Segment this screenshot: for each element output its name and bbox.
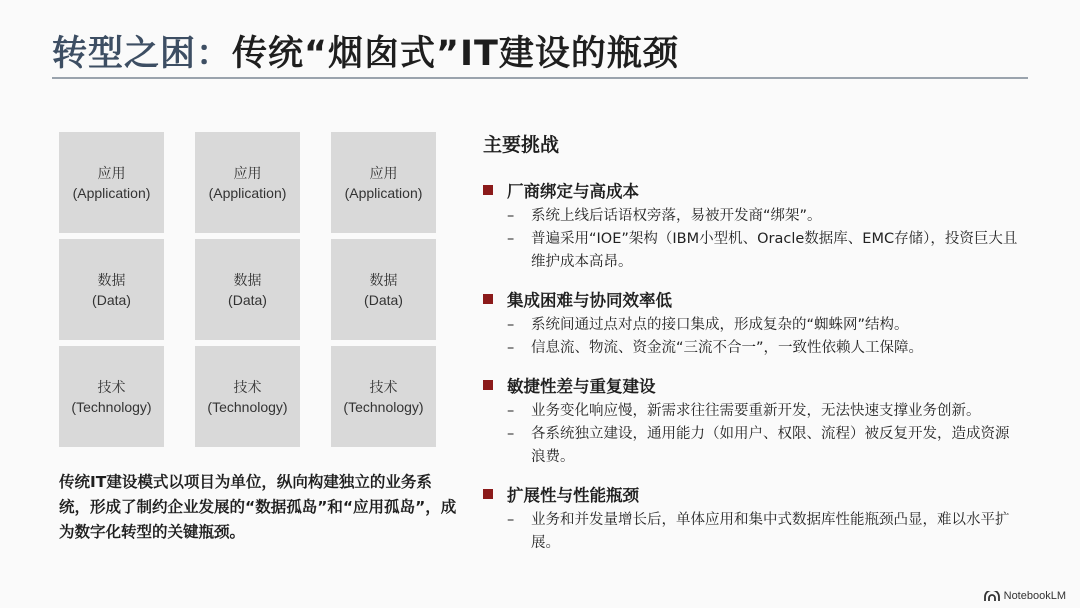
challenge-point — [507, 205, 1043, 228]
grid-tile-application-1 — [59, 132, 164, 233]
page-title-prefix: 转型之困： — [52, 34, 233, 74]
square-bullet-icon — [483, 294, 493, 304]
challenge-section-title — [483, 286, 1043, 312]
summary-caption: 传统IT建设模式以项目为单位，纵向构建独立的业务系统，形成了制约企业发展的“数据孤岛”和“应用孤岛”，成为数字化转型的关键瓶颈。 — [59, 473, 457, 541]
grid-tile-application-3 — [331, 132, 436, 233]
square-bullet-icon — [483, 489, 493, 499]
challenge-point — [507, 423, 1043, 469]
dash-bullet-icon: – — [507, 403, 515, 419]
challenge-section-title — [483, 177, 1043, 203]
grid-tile-data-1 — [59, 239, 164, 340]
challenge-title-text: 集成困难与协同效率低 — [507, 291, 672, 310]
challenge-point-text: 各系统独立建设，通用能力（如用户、权限、流程）被反复开发，造成资源浪费。 — [531, 426, 1010, 465]
challenge-point-text: 系统上线后话语权旁落，易被开发商“绑架”。 — [531, 208, 822, 224]
dash-bullet-icon: – — [507, 317, 515, 333]
brand-label: NotebookLM — [1003, 590, 1066, 602]
challenge-section — [483, 286, 1043, 360]
tile-label-zh: 技术 — [369, 379, 398, 396]
tile-label-zh: 数据 — [369, 272, 398, 289]
grid-tile-technology-2 — [195, 346, 300, 447]
tile-label-en: (Application) — [208, 184, 287, 201]
challenge-point — [507, 400, 1043, 423]
tile-label-en: (Technology) — [207, 398, 288, 415]
grid-tile-data-2 — [195, 239, 300, 340]
challenges-panel — [483, 130, 1043, 567]
challenge-point-text: 系统间通过点对点的接口集成，形成复杂的“蜘蛛网”结构。 — [531, 317, 909, 333]
challenge-title-text: 厂商绑定与高成本 — [507, 182, 639, 201]
dash-bullet-icon: – — [507, 231, 515, 247]
challenge-point — [507, 314, 1043, 337]
square-bullet-icon — [483, 380, 493, 390]
title-divider — [52, 77, 1028, 79]
tile-label-en: (Technology) — [343, 398, 424, 415]
grid-tile-technology-3 — [331, 346, 436, 447]
challenge-title-text: 扩展性与性能瓶颈 — [507, 486, 639, 505]
challenge-points — [507, 314, 1043, 360]
dash-bullet-icon: – — [507, 340, 515, 356]
challenge-point — [507, 337, 1043, 360]
tile-label-en: (Data) — [228, 291, 267, 308]
challenge-section — [483, 481, 1043, 555]
challenges-heading: 主要挑战 — [483, 134, 560, 156]
challenge-section-title — [483, 481, 1043, 507]
challenge-point-text: 普遍采用“IOE”架构（IBM小型机、Oracle数据库、EMC存储），投资巨大且维护成本高昂。 — [531, 231, 1018, 270]
grid-tile-data-3 — [331, 239, 436, 340]
challenge-section — [483, 177, 1043, 274]
challenge-title-text: 敏捷性差与重复建设 — [507, 377, 656, 396]
challenge-section — [483, 372, 1043, 469]
tile-label-zh: 技术 — [233, 379, 262, 396]
challenge-points — [507, 509, 1043, 555]
tile-label-en: (Data) — [364, 291, 403, 308]
challenge-point-text: 信息流、物流、资金流“三流不合一”，一致性依赖人工保障。 — [531, 340, 924, 356]
silo-grid — [59, 132, 436, 447]
tile-label-zh: 应用 — [369, 165, 398, 182]
grid-tile-application-2 — [195, 132, 300, 233]
notebooklm-logo-icon — [984, 591, 1000, 602]
challenge-points — [507, 205, 1043, 274]
square-bullet-icon — [483, 185, 493, 195]
tile-label-zh: 数据 — [233, 272, 262, 289]
challenge-point-text: 业务和并发量增长后，单体应用和集中式数据库性能瓶颈凸显，难以水平扩展。 — [531, 512, 1010, 551]
tile-label-en: (Data) — [92, 291, 131, 308]
tile-label-en: (Application) — [72, 184, 151, 201]
page-title-main: 传统“烟囱式”IT建设的瓶颈 — [232, 34, 679, 74]
tile-label-zh: 技术 — [97, 379, 126, 396]
dash-bullet-icon: – — [507, 512, 515, 528]
tile-label-zh: 应用 — [97, 165, 126, 182]
page-title — [52, 26, 679, 76]
challenge-points — [507, 400, 1043, 469]
dash-bullet-icon: – — [507, 426, 515, 442]
challenge-point-text: 业务变化响应慢，新需求往往需要重新开发，无法快速支撑业务创新。 — [531, 403, 981, 419]
challenge-section-title — [483, 372, 1043, 398]
tile-label-zh: 应用 — [233, 165, 262, 182]
challenge-point — [507, 509, 1043, 555]
tile-label-en: (Application) — [344, 184, 423, 201]
tile-label-zh: 数据 — [97, 272, 126, 289]
dash-bullet-icon: – — [507, 208, 515, 224]
challenge-point — [507, 228, 1043, 274]
notebooklm-brand — [984, 590, 1066, 602]
grid-tile-technology-1 — [59, 346, 164, 447]
tile-label-en: (Technology) — [71, 398, 152, 415]
